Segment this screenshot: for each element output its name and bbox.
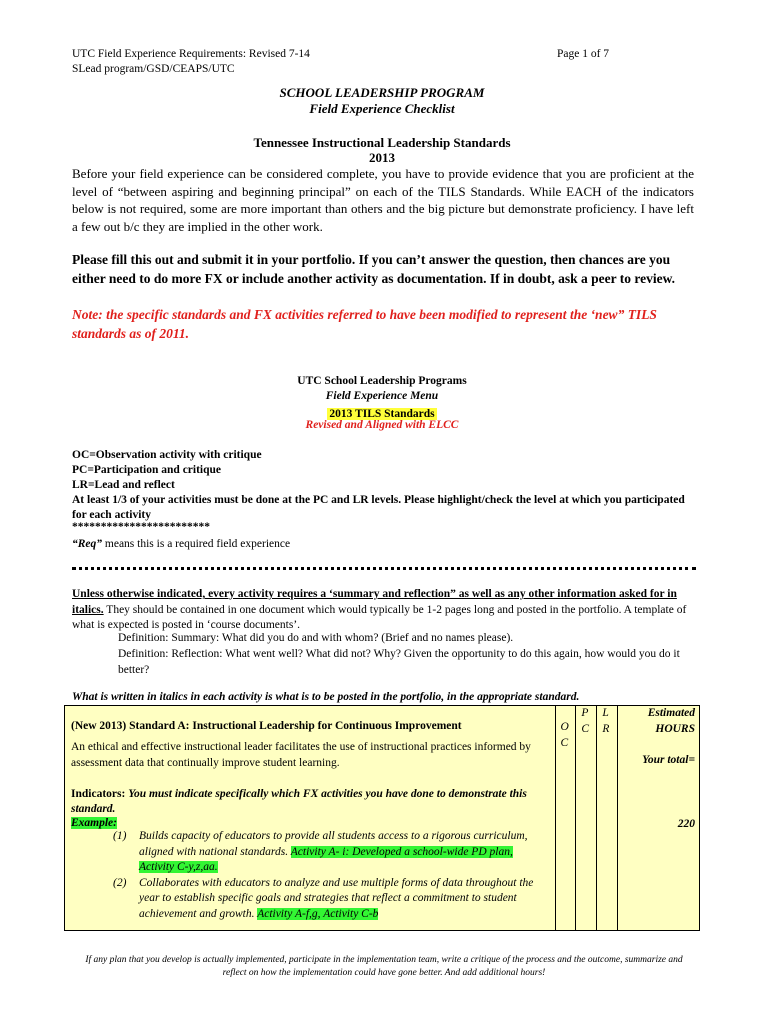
legend-lr: LR=Lead and reflect (72, 479, 175, 491)
legend-oc: OC=Observation activity with critique (72, 449, 262, 461)
indicators-block (65, 771, 555, 817)
total-hours-value: 220 (677, 817, 695, 830)
menu-subtitle: Field Experience Menu (325, 390, 439, 402)
standards-title: Tennessee Instructional Leadership Standards (253, 135, 511, 150)
hours-column[interactable] (618, 706, 700, 931)
your-total-label: Your total= (642, 754, 695, 766)
checklist-title: Field Experience Checklist (309, 101, 455, 116)
page-number: Page 1 of 7 (557, 48, 610, 60)
indicator-activity: Activity A-f,g, Activity C-b (257, 907, 379, 920)
standard-a-table (64, 705, 700, 931)
standard-description-cell (65, 706, 556, 931)
indicator-item-1 (113, 829, 547, 876)
lr-column[interactable] (597, 706, 618, 931)
indicator-item-2 (113, 876, 547, 923)
req-definition: means this is a required field experience (102, 538, 291, 550)
footer-note: If any plan that you develop is actually implemented, participate in the implementation team, write a critique of the process and the outcome, summarize and reflect on how the implementation could have gone better. And add additional hours! (85, 955, 683, 978)
indicator-text: Collaborates with educators to analyze and use multiple forms of data throughout the year to establish specific goals and strategies that reflect a commitment to student achievement and growth. (139, 876, 534, 920)
legend-stars: ************************ (72, 521, 210, 533)
pc-column[interactable] (576, 706, 597, 931)
standard-description: An ethical and effective instructional leader facilitates the use of instructional practices informed by assessment data that continually improve student learning. (71, 741, 531, 769)
indicator-number: (1) (113, 830, 127, 842)
hours-label: HOURS (655, 722, 695, 735)
col-r: R (602, 722, 610, 735)
req-term: “Req” (72, 538, 103, 550)
header-left-line1: UTC Field Experience Requirements: Revised 7-14 (72, 48, 310, 60)
example-label: Example: (71, 817, 117, 829)
definition-summary: Definition: Summary: What did you do and with whom? (Brief and no names please). (118, 632, 514, 644)
menu-revised: Revised and Aligned with ELCC (305, 419, 459, 431)
separator (72, 567, 696, 570)
menu-title: UTC School Leadership Programs (297, 375, 467, 387)
indicator-activity: Activity A- i: Developed a school-wide PD plan, Activity C-y,z,aa. (139, 845, 513, 873)
indicators-text: You must indicate specifically which FX activities you have done to demonstrate this standard. (71, 788, 527, 815)
indicator-number: (2) (113, 876, 127, 889)
indicators-label: Indicators: (71, 788, 126, 800)
col-l: L (602, 707, 609, 719)
col-c1: C (560, 736, 569, 749)
intro-paragraph: Before your field experience can be considered complete, you have to provide evidence that you are proficient at the level of “between aspiring and beginning principal” on each of the TILS Standards. While EACH of the indicators below is not required, some are more important than others and the big picture but demonstrate proficiency. I have left a few out b/c they are implied in the other work. (72, 166, 694, 234)
legend-pc: PC=Participation and critique (72, 464, 222, 476)
standard-title: (New 2013) Standard A: Instructional Leadership for Continuous Improvement (71, 720, 462, 732)
estimated-label: Estimated (647, 707, 695, 719)
col-c2: C (581, 722, 590, 735)
col-o: O (560, 721, 569, 733)
menu-standards: 2013 TILS Standards (329, 408, 435, 420)
summary-underlined: Unless otherwise indicated, every activity requires a ‘summary and reflection” as well as any other information asked for in italics. (72, 588, 677, 616)
oc-column[interactable] (555, 706, 576, 931)
italics-note: What is written in italics in each activity is what is to be posted in the portfolio, in the appropriate standard. (72, 691, 580, 703)
header-left-line2: SLead program/GSD/CEAPS/UTC (72, 63, 235, 75)
indicator-text: Builds capacity of educators to provide all students access to a rigorous curriculum, aligned with national standards. (139, 830, 528, 858)
summary-rest: They should be contained in one document which would typically be 1-2 pages long and posted in the portfolio. A template of what is expected is posted in ‘course documents’. (72, 603, 687, 631)
instruction-paragraph: Please fill this out and submit it in your portfolio. If you can’t answer the question, then chances are you either need to do more FX or include another activity as documentation. If in doubt, ask a peer to review. (72, 252, 675, 286)
note-paragraph: Note: the specific standards and FX activities referred to have been modified to represent the ‘new” TILS standards as of 2011. (72, 307, 657, 341)
indicator-list (65, 829, 555, 926)
standards-year: 2013 (369, 150, 395, 165)
col-p: P (581, 707, 589, 719)
definition-reflection: Definition: Reflection: What went well? What did not? Why? Given the opportunity to do this again, how would you do it better? (118, 648, 680, 676)
legend-req (72, 538, 290, 550)
summary-paragraph (72, 587, 696, 634)
program-title: SCHOOL LEADERSHIP PROGRAM (279, 85, 485, 100)
legend-rule: At least 1/3 of your activities must be done at the PC and LR levels. Please highlight/check the level at which you participated for each activity (72, 494, 685, 521)
